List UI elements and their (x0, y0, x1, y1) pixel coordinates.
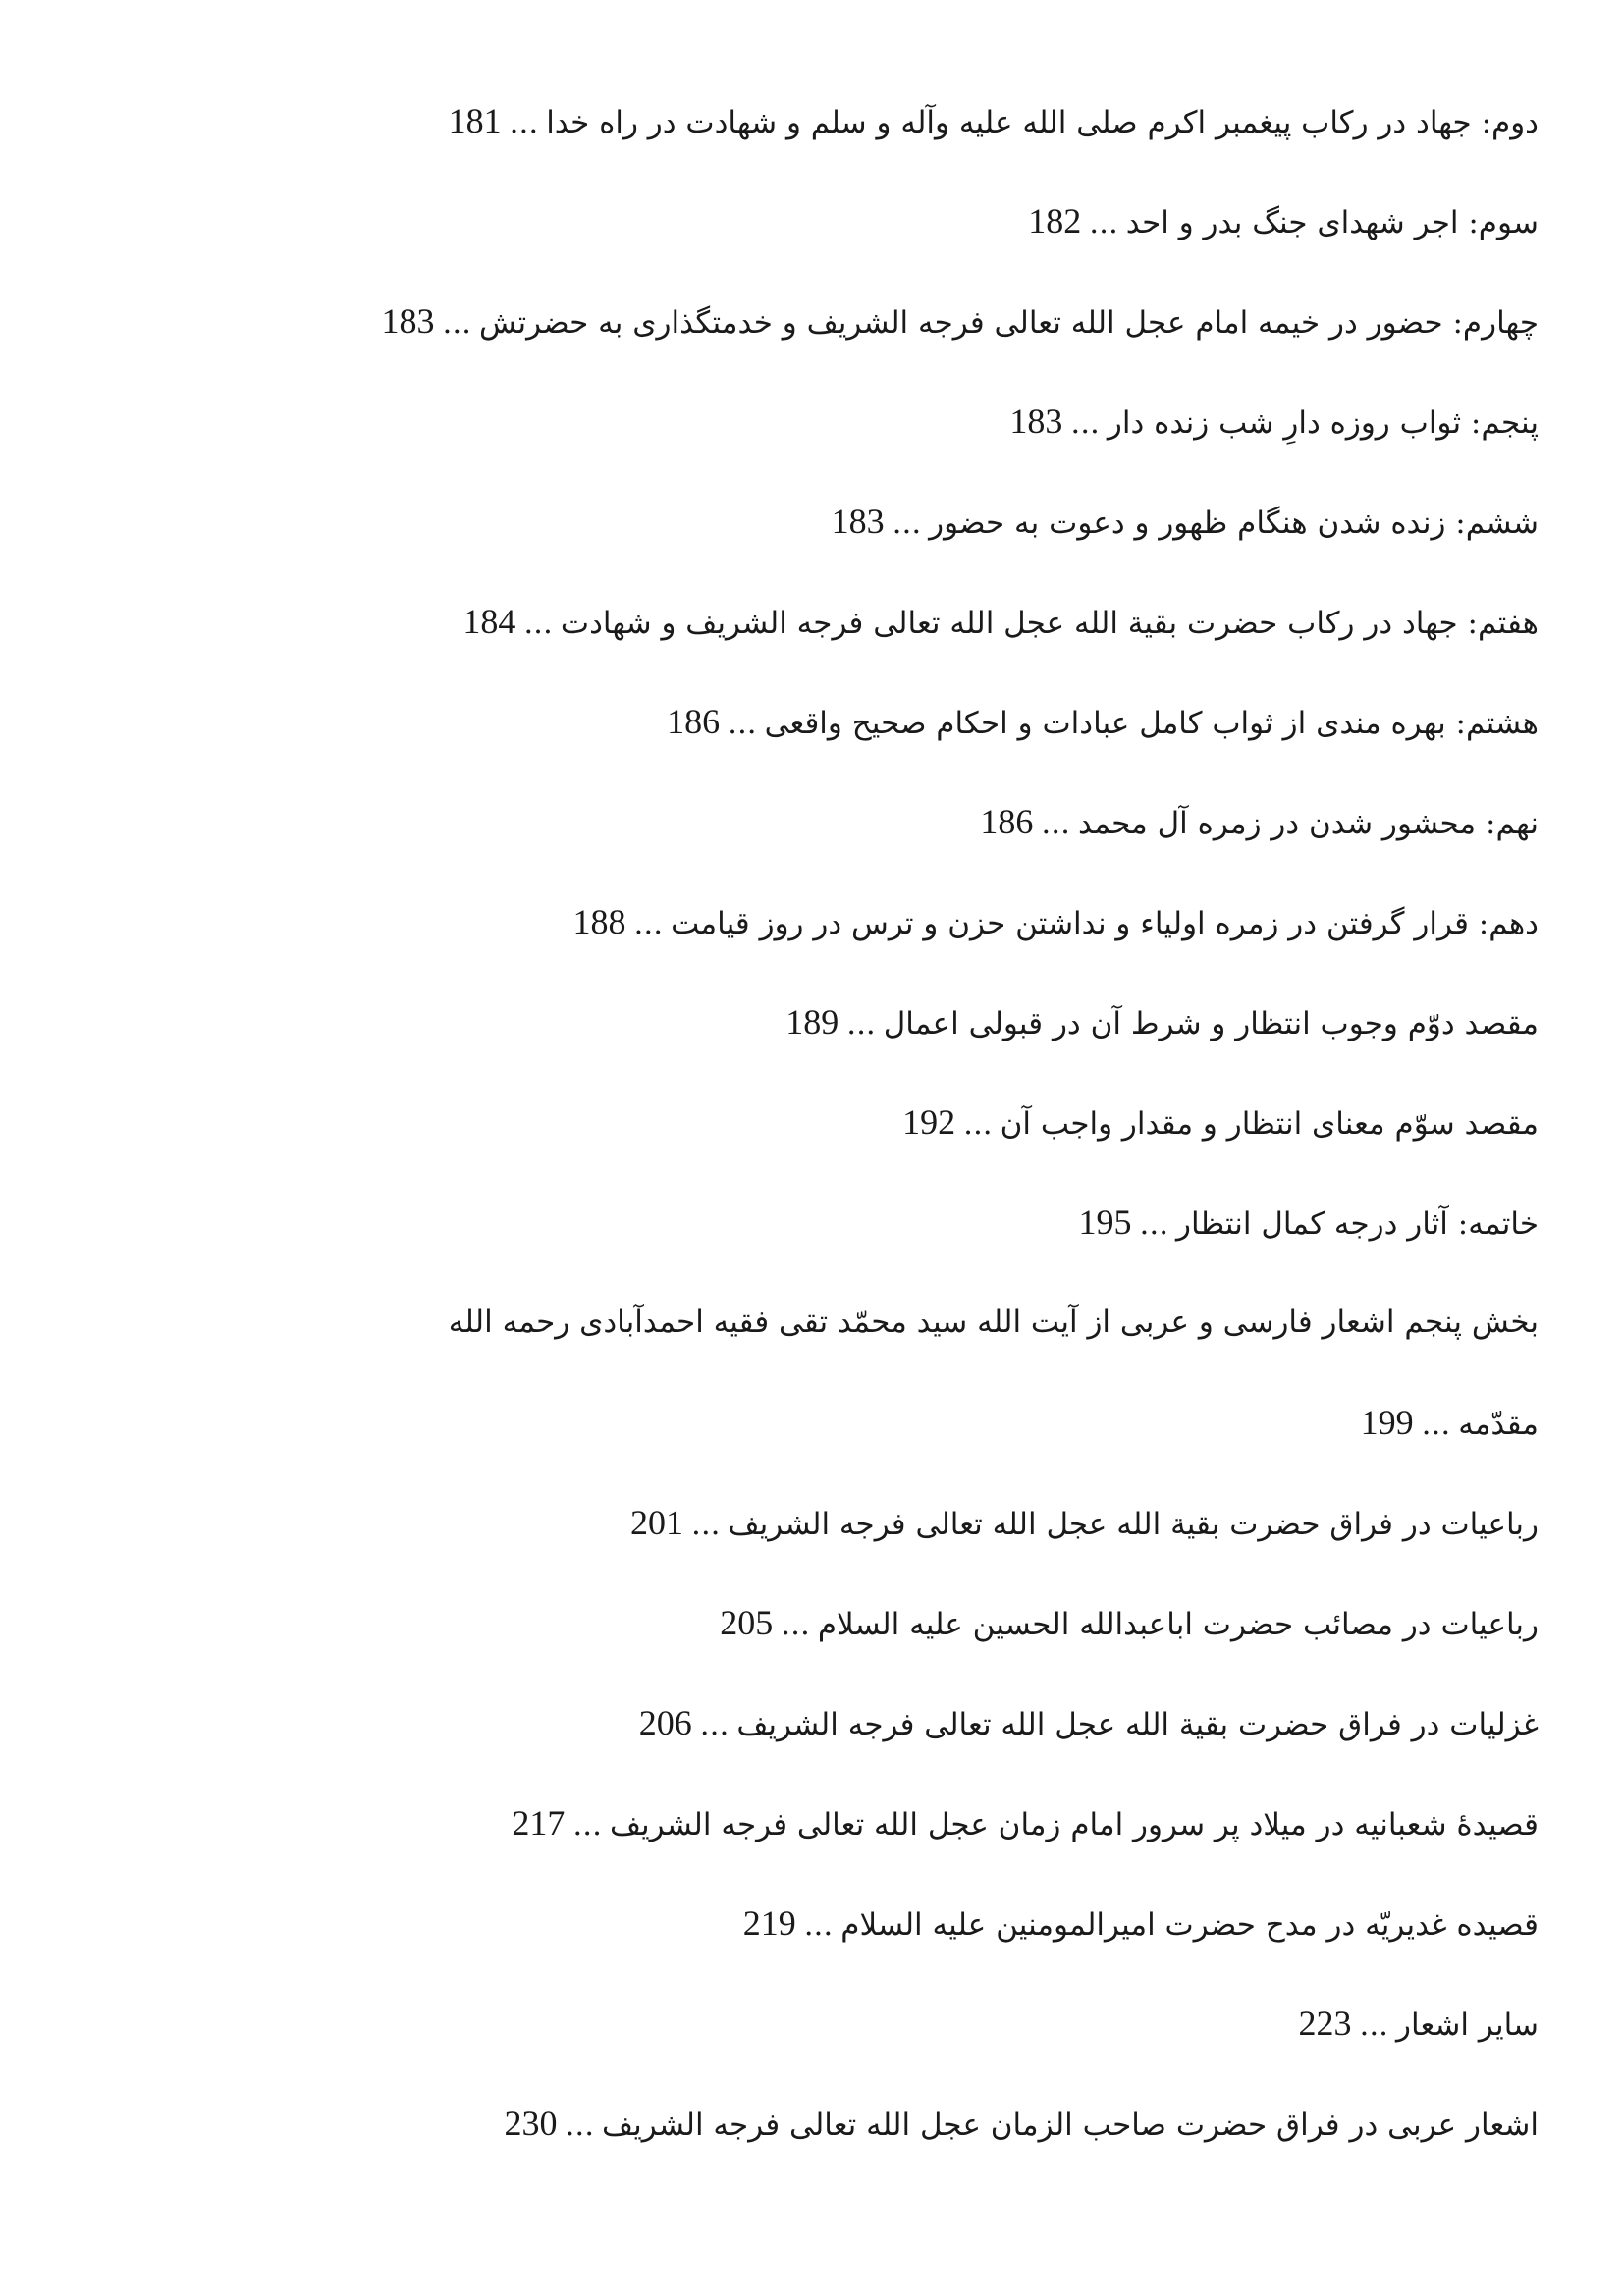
toc-entry (85, 1398, 1539, 1498)
toc-entry (85, 1198, 1539, 1298)
toc-entry-page-number: 219 (742, 1903, 796, 1943)
toc-entry-separator: ... (803, 1907, 834, 1943)
toc-entry-title: خاتمه: آثار درجه کمال انتظار (1176, 1206, 1539, 1242)
toc-entry (85, 597, 1539, 697)
toc-entry-separator: ... (572, 1807, 602, 1842)
toc-entry-title: قصیده غدیریّه در مدح حضرت امیرالمومنین علیه السلام (840, 1907, 1539, 1943)
toc-entry (85, 1298, 1539, 1398)
toc-entry-title: سوم: اجر شهدای جنگ بدر و احد (1125, 205, 1539, 240)
toc-entry-page-number: 186 (980, 802, 1034, 841)
toc-entry-separator: ... (1359, 2007, 1389, 2043)
toc-entry (85, 497, 1539, 597)
toc-entry-title: پنجم: ثواب روزه دارِ شب زنده دار (1107, 405, 1539, 441)
toc-entry-title: بخش پنجم اشعار فارسی و عربی از آیت الله سید محمّد تقی فقیه احمدآبادی رحمه الله (448, 1305, 1539, 1340)
toc-entry-page-number: 182 (1028, 201, 1082, 240)
toc-entry-separator: ... (1139, 1206, 1169, 1242)
toc-entry-title: دهم: قرار گرفتن در زمره اولیاء و نداشتن حزن و ترس در روز قیامت (671, 906, 1539, 941)
toc-entry-title: اشعار عربی در فراق حضرت صاحب الزمان عجل الله تعالی فرجه الشریف (602, 2108, 1539, 2143)
toc-entry-title: دوم: جهاد در رکاب پیغمبر اکرم صلی الله علیه وآله و سلم و شهادت در راه خدا (546, 105, 1539, 140)
toc-entry-page-number: 195 (1078, 1202, 1132, 1242)
toc-entry-title: سایر اشعار (1396, 2007, 1539, 2043)
toc-entry-separator: ... (565, 2108, 595, 2143)
toc-entry-page-number: 217 (512, 1803, 566, 1842)
toc-entry (85, 2099, 1539, 2199)
toc-entry (85, 1097, 1539, 1198)
toc-entry-title: رباعیات در فراق حضرت بقیة الله عجل الله تعالی فرجه الشریف (728, 1507, 1539, 1542)
toc-entry (85, 797, 1539, 897)
toc-entry-separator: ... (846, 1006, 876, 1041)
toc-entry-page-number: 192 (902, 1102, 956, 1142)
toc-entry-page-number: 205 (720, 1603, 774, 1642)
toc-entry-separator: ... (690, 1507, 721, 1542)
toc-entry-separator: ... (728, 706, 757, 741)
toc-entry (85, 1898, 1539, 1999)
toc-entry-separator: ... (1089, 205, 1118, 240)
table-of-contents (85, 96, 1539, 2199)
toc-entry-title: مقدّمه (1458, 1407, 1539, 1442)
toc-entry-page-number: 230 (504, 2104, 558, 2143)
toc-entry-page-number: 183 (381, 301, 435, 341)
toc-entry-title: چهارم: حضور در خیمه امام عجل الله تعالی فرجه الشریف و خدمتگذاری به حضرتش (479, 305, 1539, 341)
toc-entry-separator: ... (1070, 405, 1100, 441)
toc-entry (85, 397, 1539, 497)
toc-entry-separator: ... (633, 906, 664, 941)
toc-entry (85, 1698, 1539, 1798)
toc-entry-separator: ... (781, 1607, 810, 1642)
toc-entry-separator: ... (1041, 806, 1070, 841)
toc-entry (85, 697, 1539, 797)
toc-entry-title: مقصد سوّم معنای انتظار و مقدار واجب آن (1000, 1106, 1539, 1142)
toc-entry-separator: ... (699, 1707, 730, 1742)
toc-entry-title: غزلیات در فراق حضرت بقیة الله عجل الله تعالی فرجه الشریف (736, 1707, 1539, 1742)
toc-entry-page-number: 199 (1360, 1403, 1414, 1442)
toc-entry-title: قصیدهٔ شعبانیه در میلاد پر سرور امام زمان عجل الله تعالی فرجه الشریف (609, 1807, 1539, 1842)
toc-entry (85, 1498, 1539, 1598)
toc-entry (85, 196, 1539, 296)
toc-entry-page-number: 223 (1298, 2003, 1352, 2043)
toc-entry-separator: ... (963, 1106, 993, 1142)
toc-entry-page-number: 206 (638, 1703, 692, 1742)
toc-entry-title: رباعیات در مصائب حضرت اباعبدالله الحسین علیه السلام (817, 1607, 1539, 1642)
toc-entry (85, 1999, 1539, 2099)
toc-entry-page-number: 201 (629, 1503, 683, 1542)
toc-entry (85, 96, 1539, 196)
toc-entry-separator: ... (1421, 1407, 1451, 1442)
toc-entry-separator: ... (442, 305, 472, 341)
toc-entry-title: مقصد دوّم وجوب انتظار و شرط آن در قبولی اعمال (883, 1006, 1539, 1041)
toc-entry (85, 997, 1539, 1097)
toc-entry-separator: ... (892, 506, 922, 541)
toc-entry (85, 897, 1539, 997)
toc-entry (85, 1598, 1539, 1698)
toc-entry-page-number: 186 (667, 702, 721, 741)
toc-entry-separator: ... (523, 606, 553, 641)
toc-entry-page-number: 188 (572, 902, 626, 941)
toc-entry-title: هفتم: جهاد در رکاب حضرت بقیة الله عجل الله تعالی فرجه الشریف و شهادت (560, 606, 1539, 641)
toc-entry (85, 1798, 1539, 1898)
toc-entry-title: ششم: زنده شدن هنگام ظهور و دعوت به حضور (929, 506, 1539, 541)
toc-entry-title: هشتم: بهره مندی از ثواب کامل عبادات و احکام صحیح واقعی (764, 706, 1539, 741)
toc-entry-page-number: 183 (1009, 401, 1063, 441)
toc-entry-page-number: 181 (448, 101, 502, 140)
toc-entry-page-number: 189 (785, 1002, 839, 1041)
toc-entry-page-number: 183 (831, 502, 885, 541)
toc-entry (85, 296, 1539, 397)
toc-entry-page-number: 184 (462, 602, 516, 641)
toc-entry-separator: ... (509, 105, 539, 140)
toc-entry-title: نهم: محشور شدن در زمره آل محمد (1077, 806, 1539, 841)
